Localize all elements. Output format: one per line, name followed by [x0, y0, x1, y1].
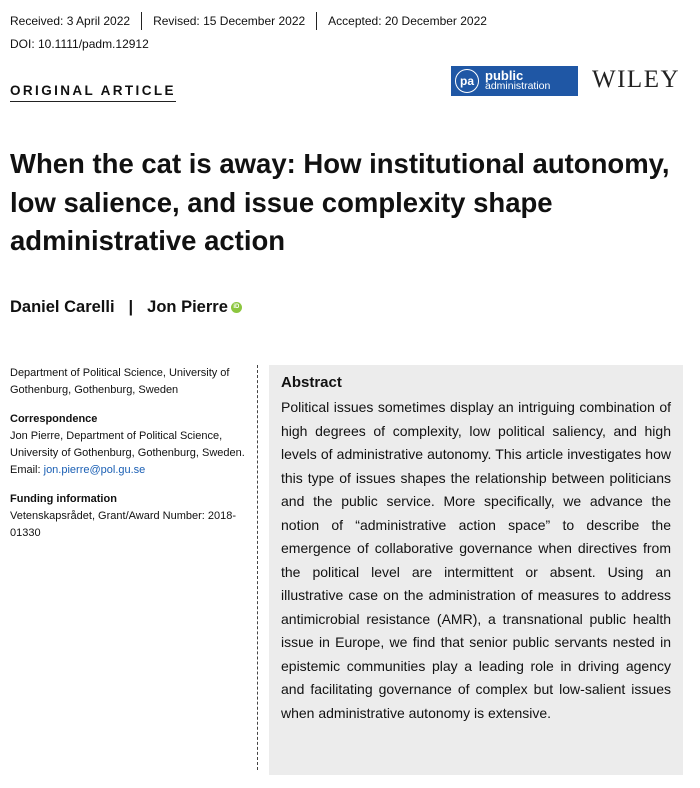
- article-type-label: ORIGINAL ARTICLE: [10, 83, 176, 102]
- author-name[interactable]: Daniel Carelli: [10, 298, 115, 316]
- author-list: [10, 298, 242, 317]
- article-info-sidebar: [10, 365, 250, 542]
- publisher-logo[interactable]: WILEY: [592, 66, 681, 93]
- abstract-heading: Abstract: [281, 374, 342, 391]
- article-title: When the cat is away: How institutional autonomy, low salience, and issue complexity shape administrative action: [10, 148, 670, 256]
- journal-name-line2: administration: [485, 80, 551, 92]
- funding-heading: Funding information: [10, 493, 117, 505]
- orcid-icon[interactable]: iD: [231, 302, 242, 313]
- email-line: [10, 462, 250, 479]
- journal-name-line1: public: [485, 68, 524, 83]
- article-dates: [10, 8, 498, 34]
- author-name[interactable]: Jon Pierre: [147, 298, 228, 316]
- abstract-box: [269, 365, 683, 775]
- correspondence-heading: Correspondence: [10, 413, 98, 425]
- correspondence-text: Jon Pierre, Department of Political Science, University of Gothenburg, Gothenburg, Sweden.: [10, 430, 245, 459]
- author-separator: |: [128, 298, 134, 316]
- email-label: Email:: [10, 464, 44, 476]
- received-date: Received: 3 April 2022: [10, 14, 131, 28]
- column-divider: [257, 365, 258, 770]
- email-link[interactable]: jon.pierre@pol.gu.se: [43, 464, 146, 476]
- accepted-date: Accepted: 20 December 2022: [316, 12, 498, 30]
- journal-logo-icon: pa: [455, 69, 479, 93]
- doi[interactable]: DOI: 10.1111/padm.12912: [10, 37, 149, 51]
- revised-date: Revised: 15 December 2022: [141, 12, 316, 30]
- affiliation: Department of Political Science, University of Gothenburg, Gothenburg, Sweden: [10, 367, 230, 396]
- journal-name: [485, 70, 550, 92]
- funding-text: Vetenskapsrådet, Grant/Award Number: 2018-01330: [10, 510, 237, 539]
- abstract-text: Political issues sometimes display an intriguing combination of high degrees of complexity, low political saliency, and high levels of administrative autonomy. This article investigates how this type of issues shapes the relationship between politicians and the public service. More specifically, we advance the notion of “administrative action space” to describe the emergence of collaborative governance when directives from the political level are intermittent or absent. Using an illustrative case on the administration of measures to address antimicrobial resistance (AMR), a transnational public health issue in Europe, we find that senior public servants nested in epistemic communities play a leading role in driving agency and facilitating governance of complex but low-salient issues when administrative autonomy is extensive.: [281, 399, 671, 721]
- journal-logo[interactable]: [451, 66, 578, 96]
